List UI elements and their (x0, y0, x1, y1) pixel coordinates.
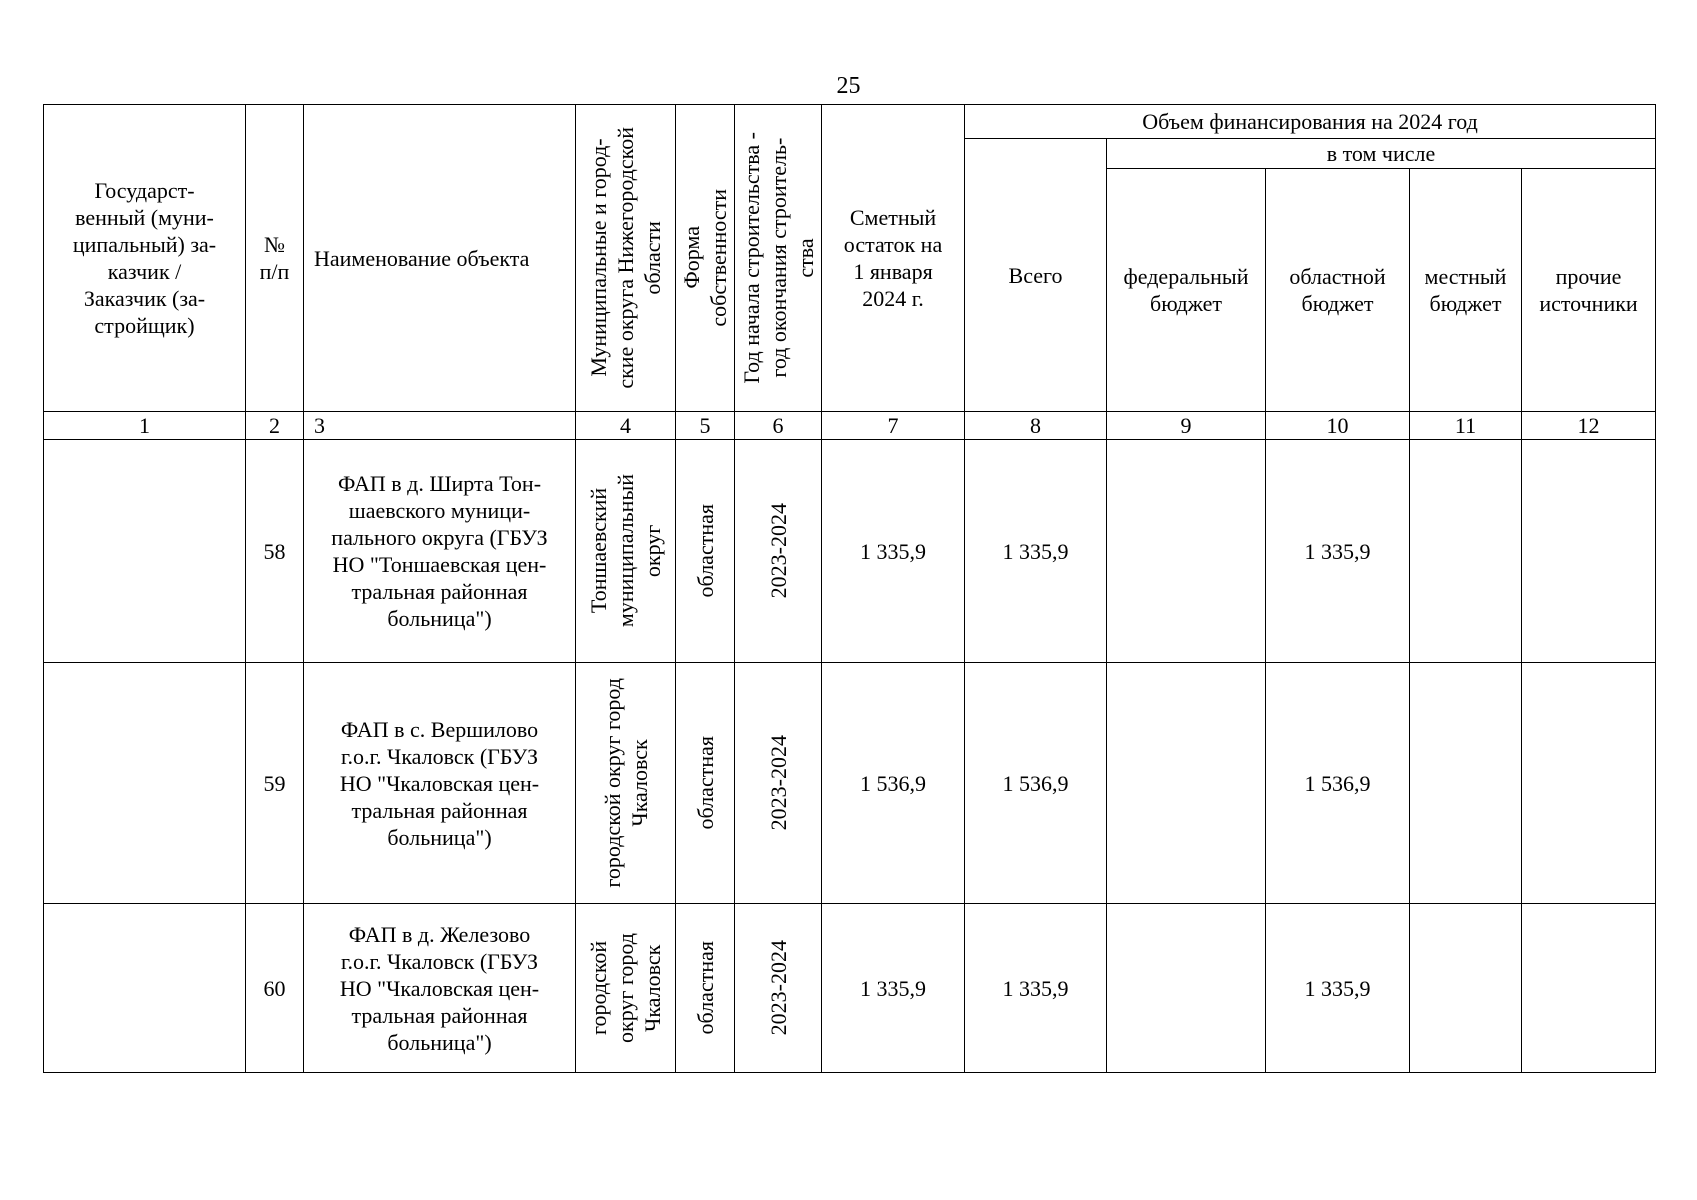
cell-regional: 1 335,9 (1266, 904, 1410, 1073)
cell-regional: 1 335,9 (1266, 440, 1410, 663)
column-number: 3 (304, 412, 576, 440)
cell-other (1522, 904, 1656, 1073)
cell-local (1410, 904, 1522, 1073)
column-number: 6 (735, 412, 822, 440)
page-number: 25 (836, 73, 861, 99)
header-including: в том числе (1107, 139, 1656, 169)
cell-local (1410, 440, 1522, 663)
cell-federal (1107, 904, 1266, 1073)
header-regional: областной бюджет (1266, 169, 1410, 412)
column-number: 11 (1410, 412, 1522, 440)
cell-municipality (576, 440, 676, 663)
header-municipality-text: Муниципальные и город- ские округа Нижегородской области (586, 127, 665, 389)
header-customer: Государст- венный (муни- ципальный) за- казчик / Заказчик (за- стройщик) (44, 105, 246, 412)
cell-regional: 1 536,9 (1266, 663, 1410, 904)
cell-ownership (676, 440, 735, 663)
header-total: Всего (965, 139, 1107, 412)
cell-municipality (576, 904, 676, 1073)
object-name-text: ФАП в с. Вершилово г.о.г. Чкаловск (ГБУЗ НО "Чкаловская цен- тральная районная больница") (339, 716, 540, 850)
cell-customer (44, 663, 246, 904)
cell-number: 58 (246, 440, 304, 663)
years-text: 2023-2024 (765, 735, 791, 831)
cell-object-name (304, 904, 576, 1073)
column-number: 12 (1522, 412, 1656, 440)
cell-object-name (304, 663, 576, 904)
cell-estimate: 1 335,9 (822, 440, 965, 663)
header-local: местный бюджет (1410, 169, 1522, 412)
cell-ownership (676, 663, 735, 904)
header-other: прочие источники (1522, 169, 1656, 412)
column-number: 4 (576, 412, 676, 440)
cell-other (1522, 663, 1656, 904)
column-number: 5 (676, 412, 735, 440)
financing-table (43, 104, 1656, 1073)
municipality-text: городской округ город Чкаловск (599, 678, 652, 888)
cell-estimate: 1 335,9 (822, 904, 965, 1073)
header-years-text: Год начала строительства - год окончания строитель- ства (738, 132, 818, 384)
column-number: 7 (822, 412, 965, 440)
ownership-text: областная (692, 941, 718, 1035)
header-municipality (576, 105, 676, 412)
cell-years (735, 904, 822, 1073)
header-number: № п/п (246, 105, 304, 412)
cell-ownership (676, 904, 735, 1073)
cell-federal (1107, 663, 1266, 904)
column-number: 1 (44, 412, 246, 440)
years-text: 2023-2024 (765, 940, 791, 1036)
cell-other (1522, 440, 1656, 663)
column-number: 9 (1107, 412, 1266, 440)
header-ownership-text: Форма собственности (679, 189, 731, 327)
cell-customer (44, 440, 246, 663)
header-ownership (676, 105, 735, 412)
header-financing: Объем финансирования на 2024 год (965, 105, 1656, 139)
ownership-text: областная (692, 736, 718, 830)
header-estimate: Сметный остаток на 1 января 2024 г. (822, 105, 965, 412)
cell-total: 1 335,9 (965, 904, 1107, 1073)
cell-total: 1 536,9 (965, 663, 1107, 904)
table-row (44, 440, 1656, 663)
header-federal: федеральный бюджет (1107, 169, 1266, 412)
municipality-text: Тоншаевский муниципальный округ (586, 474, 665, 628)
column-number: 8 (965, 412, 1107, 440)
object-name-text: ФАП в д. Железово г.о.г. Чкаловск (ГБУЗ НО "Чкаловская цен- тральная районная больница") (339, 921, 540, 1055)
ownership-text: областная (692, 504, 718, 598)
cell-number: 60 (246, 904, 304, 1073)
municipality-text: городской округ город Чкаловск (586, 933, 665, 1043)
cell-federal (1107, 440, 1266, 663)
column-number: 10 (1266, 412, 1410, 440)
table-row (44, 904, 1656, 1073)
column-number: 2 (246, 412, 304, 440)
cell-estimate: 1 536,9 (822, 663, 965, 904)
cell-total: 1 335,9 (965, 440, 1107, 663)
cell-local (1410, 663, 1522, 904)
header-years (735, 105, 822, 412)
cell-number: 59 (246, 663, 304, 904)
column-numbers-row (44, 412, 1656, 440)
cell-municipality (576, 663, 676, 904)
cell-object-name (304, 440, 576, 663)
header-object-name: Наименование объекта (304, 105, 576, 412)
cell-years (735, 663, 822, 904)
object-name-text: ФАП в д. Ширта Тон- шаевского муници- пального округа (ГБУЗ НО "Тоншаевская цен- тральная районная больница") (331, 471, 548, 631)
years-text: 2023-2024 (765, 503, 791, 599)
table-row (44, 663, 1656, 904)
cell-years (735, 440, 822, 663)
cell-customer (44, 904, 246, 1073)
